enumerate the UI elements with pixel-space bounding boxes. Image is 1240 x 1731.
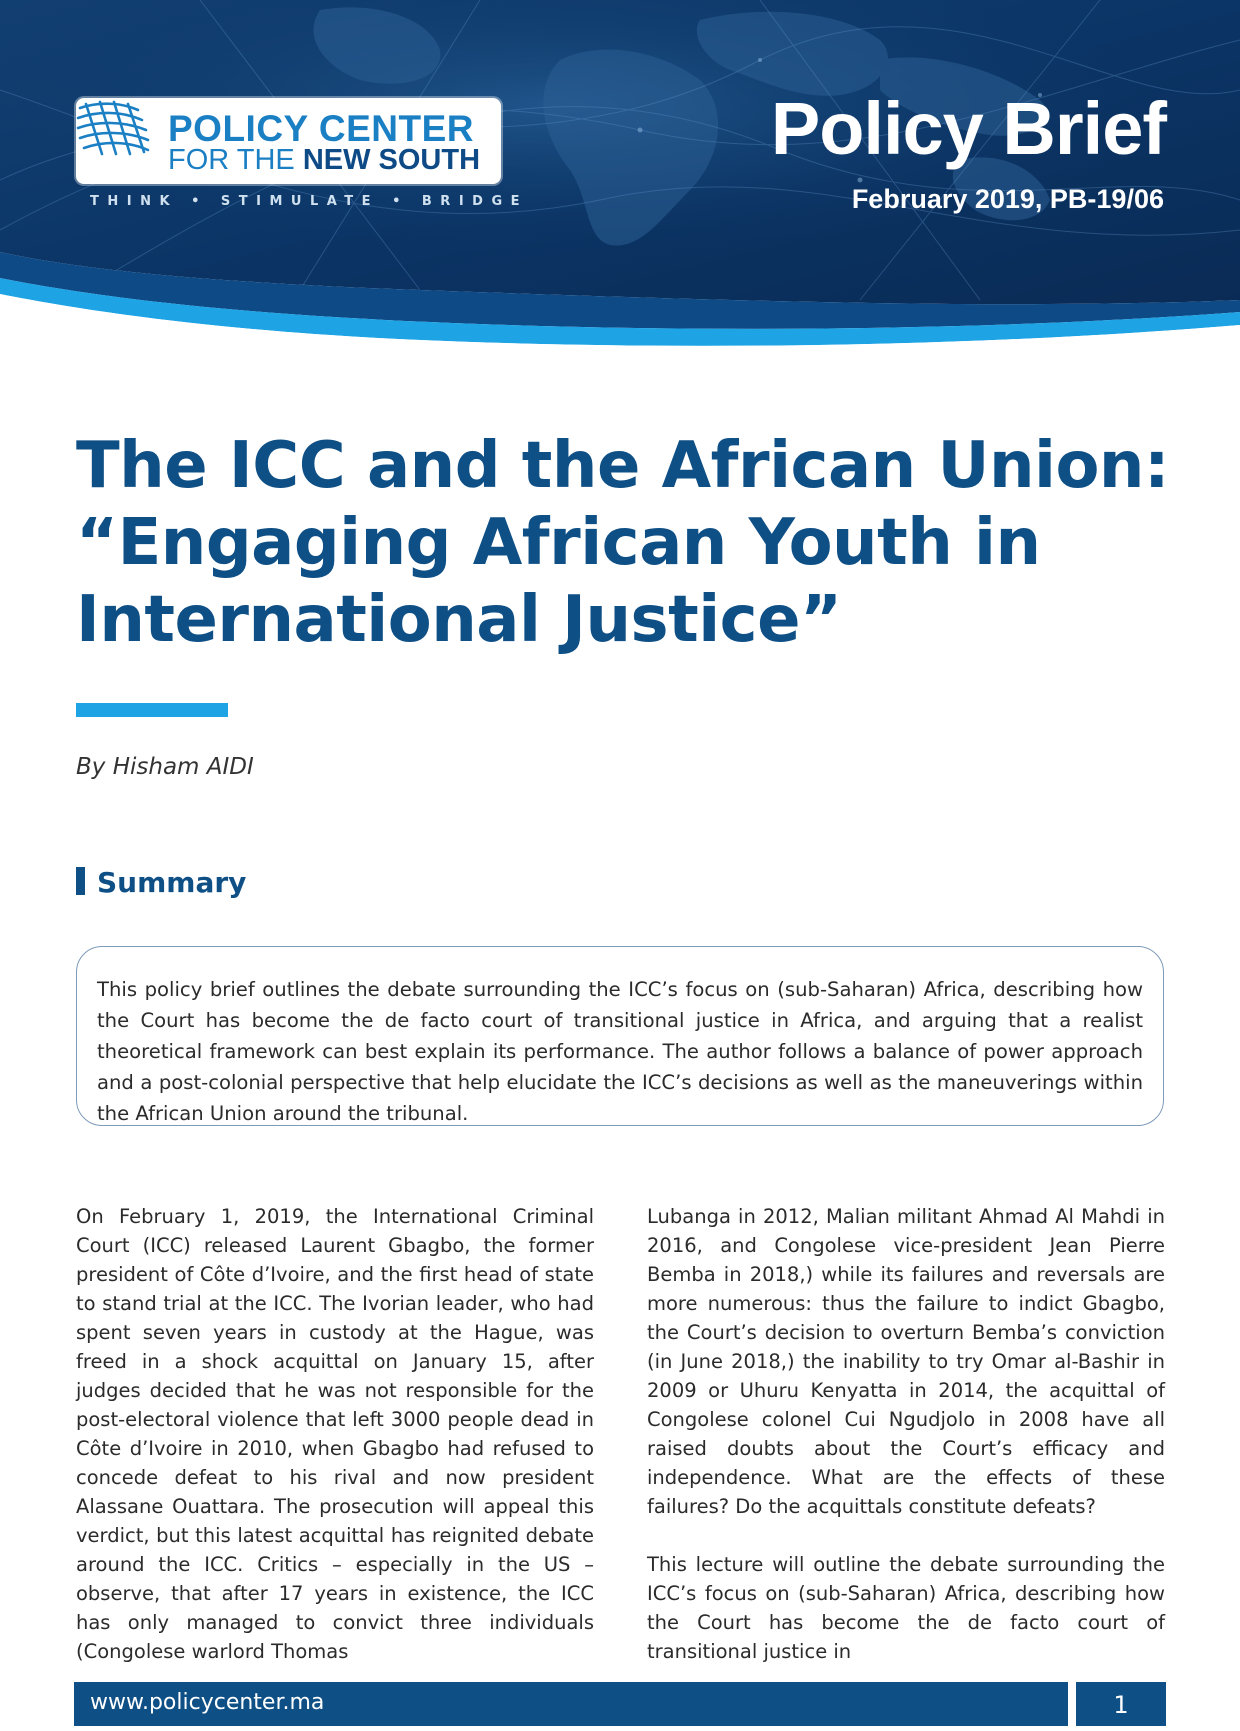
header-banner	[0, 0, 1240, 370]
footer-website-link[interactable]: www.policycenter.ma	[90, 1690, 325, 1715]
summary-box	[76, 946, 1164, 1126]
summary-text: This policy brief outlines the debate surrounding the ICC’s focus on (sub-Saharan) Africa, describing how the Court has become the de facto court of transitional justice in Africa, and arguing that a realist theoretical framework can best explain its performance. The author follows a balance of power approach and a post-colonial perspective that help elucidate the ICC’s decisions as well as the maneuverings within the African Union around the tribunal.	[97, 978, 1143, 1125]
logo-tagline: THINK • STIMULATE • BRIDGE	[90, 194, 529, 209]
body-column-right	[647, 1202, 1165, 1695]
document-title-line-2: “Engaging African Youth in	[76, 506, 1041, 580]
logo-name-line1: POLICY CENTER	[168, 108, 474, 149]
summary-marker-bar	[76, 867, 85, 895]
logo-name-line2-prefix: FOR THE	[168, 144, 303, 176]
document-type-title: Policy Brief	[770, 87, 1166, 170]
body-paragraph: Lubanga in 2012, Malian militant Ahmad Al Mahdi in 2016, and Congolese vice-president Jean Pierre Bemba in 2018,) while its failures and reversals are more numerous: thus the failure to indict Gbagbo, the Court’s decision to overturn Bemba’s conviction (in June 2018,) the inability to try Omar al-Bashir in 2009 or Uhuru Kenyatta in 2014, the acquittal of Congolese colonel Cui Ngudjolo in 2008 have all raised doubts about the Court’s efficacy and independence. What are the effects of these failures? Do the acquittals constitute defeats?	[647, 1205, 1165, 1518]
summary-heading-text: Summary	[97, 866, 247, 899]
body-paragraph: This lecture will outline the debate surrounding the ICC’s focus on (sub-Saharan) Africa, describing how the Court has become the de facto court of transitional justice in	[647, 1553, 1165, 1663]
body-paragraph: On February 1, 2019, the International Criminal Court (ICC) released Laurent Gbagbo, the former president of Côte d’Ivoire, and the first head of state to stand trial at the ICC. The Ivorian leader, who had spent seven years in custody at the Hague, was freed in a shock acquittal on January 15, after judges decided that he was not responsible for the post-electoral violence that left 3000 people dead in Côte d’Ivoire in 2010, when Gbagbo had refused to concede defeat to his rival and now president Alassane Ouattara. The prosecution will appeal this verdict, but this latest acquittal has reignited debate around the ICC. Critics – especially in the US – observe, that after 17 years in existence, the ICC has only managed to convict three individuals (Congolese warlord Thomas	[76, 1205, 594, 1663]
document-date-code: February 2019, PB-19/06	[851, 184, 1164, 214]
logo-globe-icon	[76, 98, 154, 158]
logo-name-line2-bold: NEW SOUTH	[302, 144, 481, 176]
author-byline: By Hisham AIDI	[76, 754, 254, 780]
footer-bar	[74, 1682, 1068, 1726]
document-title	[76, 428, 1170, 659]
body-column-left	[76, 1202, 594, 1695]
summary-heading	[76, 866, 246, 898]
logo-name-line2	[168, 144, 480, 177]
title-accent-rule	[76, 703, 228, 717]
document-title-line-3: International Justice”	[76, 583, 842, 657]
page-number: 1	[1076, 1682, 1166, 1726]
policy-center-logo	[76, 98, 501, 184]
document-title-line-1: The ICC and the African Union:	[76, 429, 1170, 503]
